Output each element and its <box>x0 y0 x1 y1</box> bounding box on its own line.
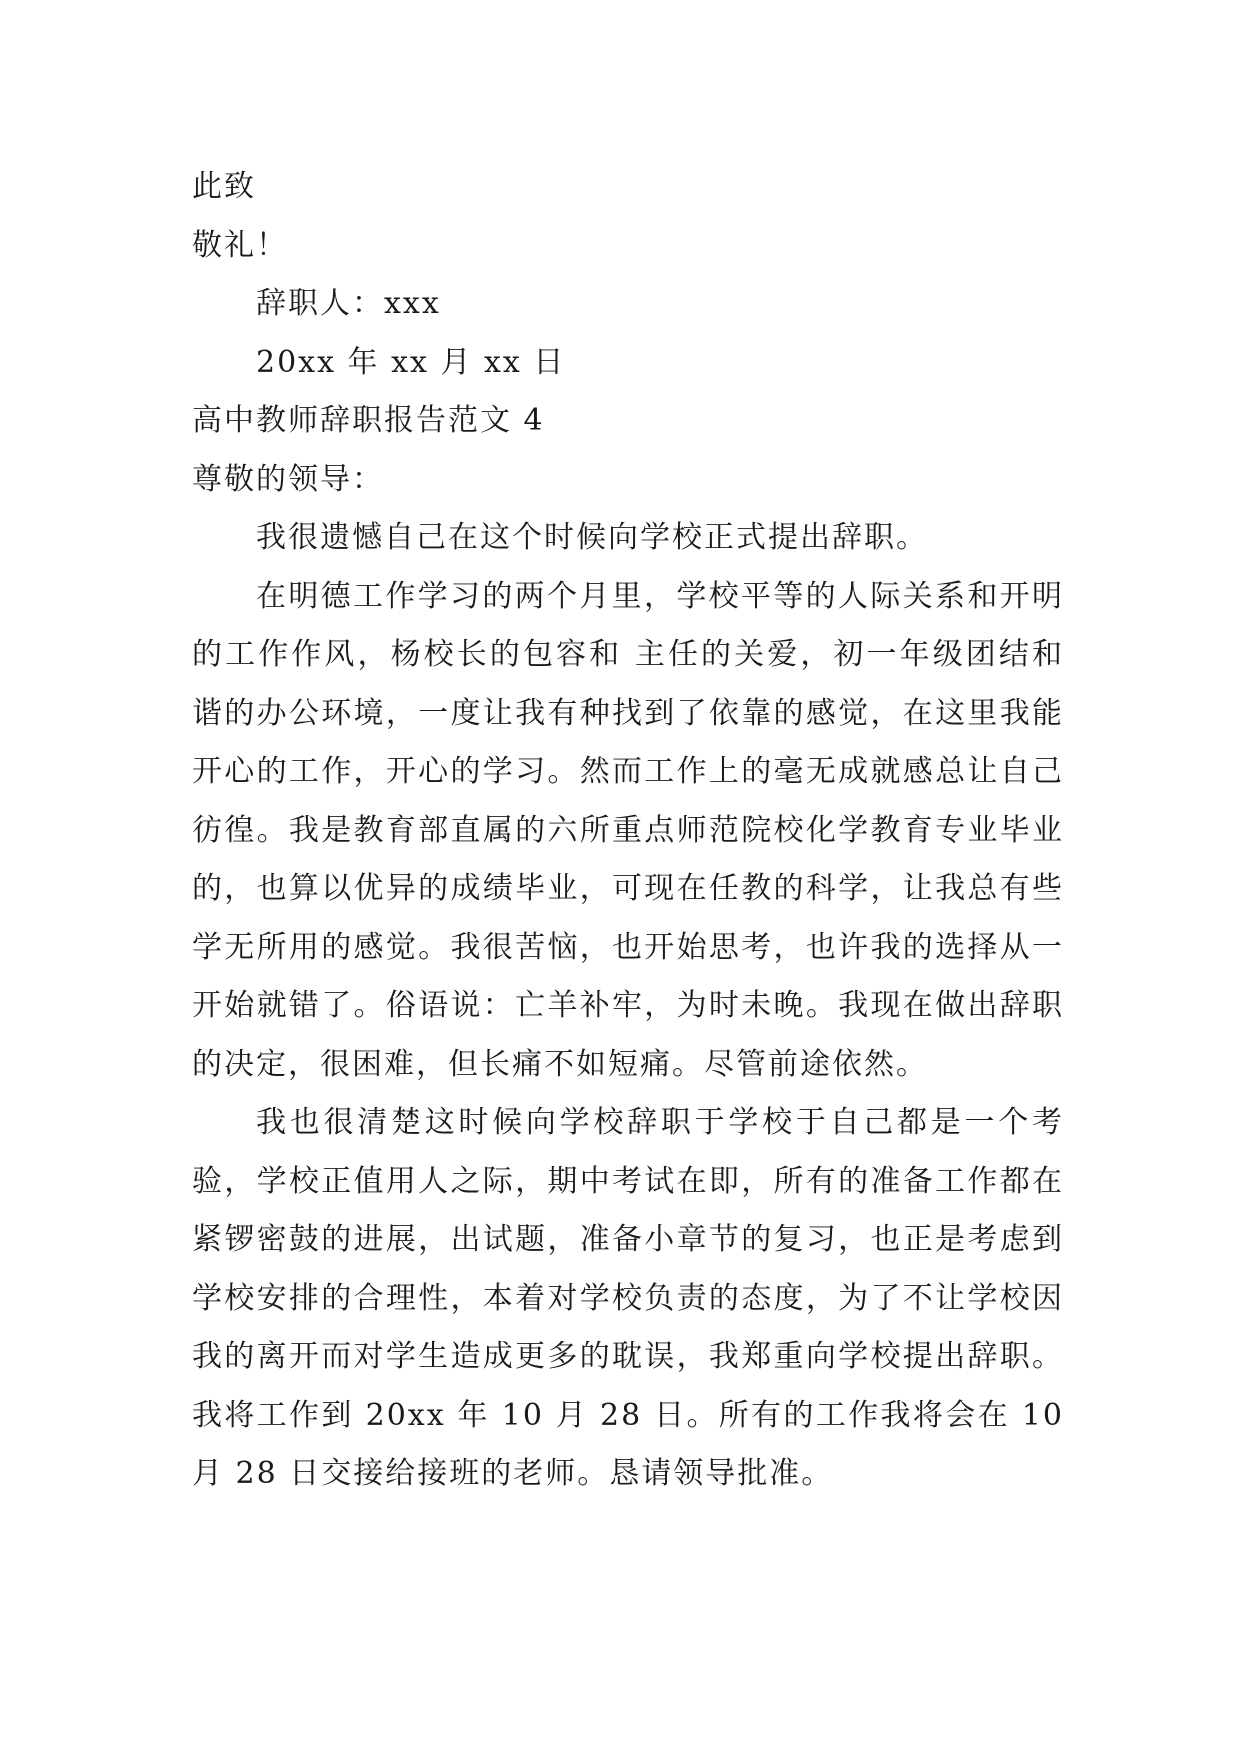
document-body <box>192 158 1064 1504</box>
signature-resigner: 辞职人：xxx <box>256 286 441 321</box>
paragraph-3: 我也很清楚这时候向学校辞职于学校于自己都是一个考验，学校正值用人之际，期中考试在即，所有的准备工作都在紧锣密鼓的进展，出试题，准备小章节的复习，也正是考虑到学校安排的合理性，本着对学校负责的态度，为了不让学校因我的离开而对学生造成更多的耽误，我郑重向学校提出辞职。我将工作到 20xx 年 10 月 28 日。所有的工作我将会在 10 月 28 日交接给接班的老师。恳请领导批准。 <box>192 1105 1064 1491</box>
paragraph-2: 在明德工作学习的两个月里，学校平等的人际关系和开明的工作作风，杨校长的包容和 主任的关爱，初一年级团结和谐的办公环境，一度让我有种找到了依靠的感觉，在这里我能开心的工作，开心的学习。然而工作上的毫无成就感总让自己彷徨。我是教育部直属的六所重点师范院校化学教育专业毕业的，也算以优异的成绩毕业，可现在任教的科学，让我总有些学无所用的感觉。我很苦恼，也开始思考，也许我的选择从一开始就错了。俗语说：亡羊补牢，为时未晚。我现在做出辞职的决定，很困难，但长痛不如短痛。尽管前途依然。 <box>192 578 1064 1082</box>
section-title: 高中教师辞职报告范文 4 <box>192 403 545 438</box>
closing-line-1: 此致 <box>192 169 256 204</box>
closing-line-2: 敬礼！ <box>192 227 288 263</box>
signature-date: 20xx 年 xx 月 xx 日 <box>256 344 566 380</box>
paragraph-1: 我很遗憾自己在这个时候向学校正式提出辞职。 <box>256 520 928 555</box>
salutation: 尊敬的领导： <box>192 461 384 497</box>
